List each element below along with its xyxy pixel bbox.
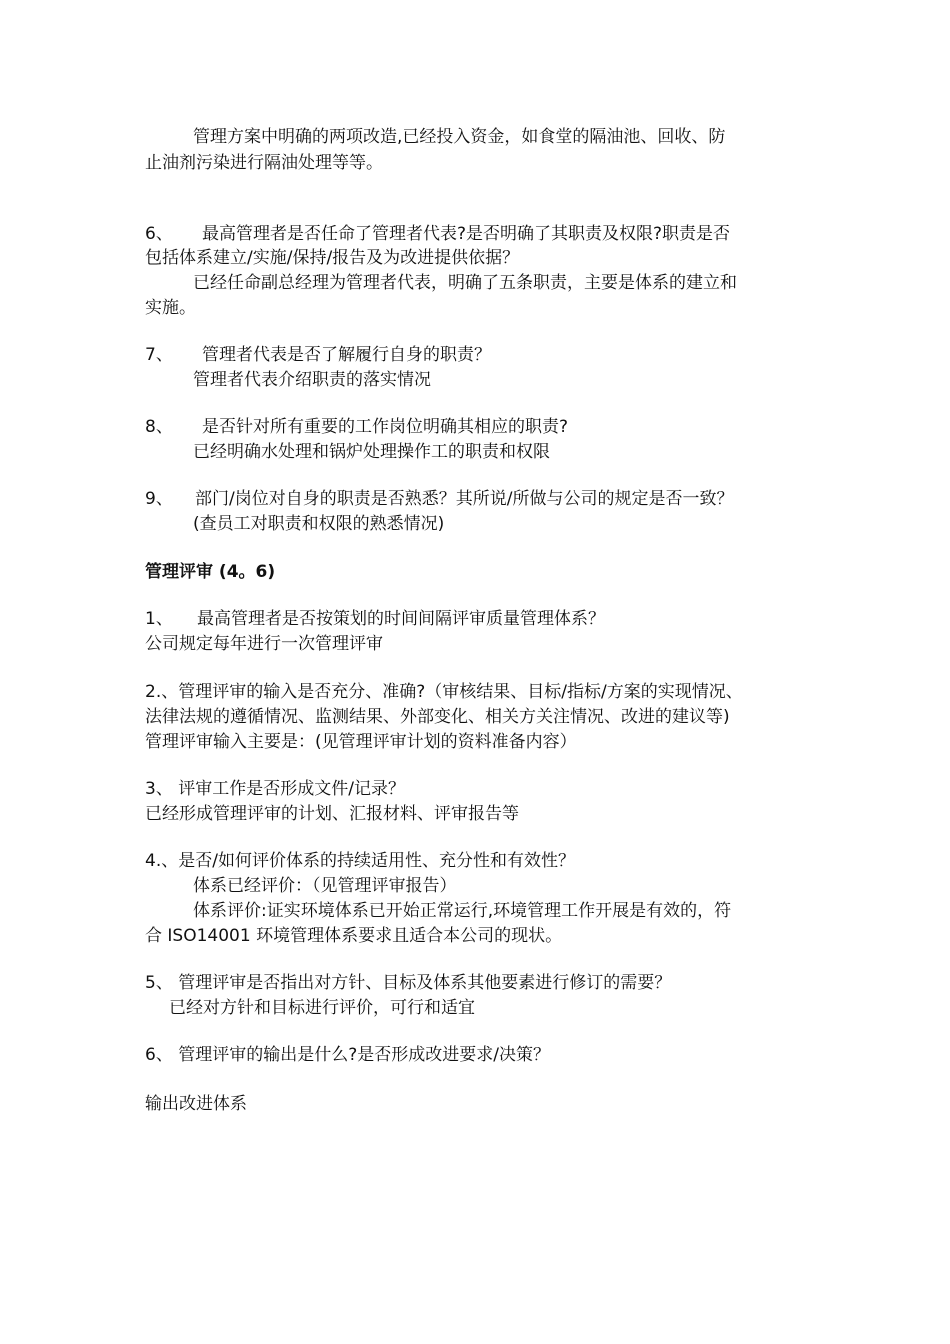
review-4-answer: 体系已经评价：（见管理评审报告） (193, 876, 457, 896)
review-4-question: 4.、是否/如何评价体系的持续适用性、充分性和有效性？ (145, 851, 575, 871)
review-5-question: 5、 管理评审是否指出对方针、目标及体系其他要素进行修订的需要？ (145, 973, 672, 993)
question-text: 是否针对所有重要的工作岗位明确其相应的职责? (202, 417, 569, 437)
item-6-answer-cont: 实施。 (145, 298, 196, 318)
item-7-question (145, 343, 491, 367)
review-3-question: 3、 评审工作是否形成文件/记录？ (145, 779, 405, 799)
question-text: 最高管理者是否任命了管理者代表?是否明确了其职责及权限?职责是否 (202, 224, 731, 244)
review-4-answer-cont: 体系评价:证实环境体系已开始正常运行,环境管理工作开展是有效的，符 (193, 901, 732, 921)
item-number: 8、 (145, 417, 173, 437)
item-8-question (145, 415, 568, 439)
question-text: 部门/岗位对自身的职责是否熟悉？其所说/所做与公司的规定是否一致？ (195, 489, 734, 509)
review-2-answer: 管理评审输入主要是：(见管理评审计划的资料准备内容） (145, 732, 577, 752)
item-6-question-cont: 包括体系建立/实施/保持/报告及为改进提供依据？ (145, 248, 520, 268)
review-3-answer: 已经形成管理评审的计划、汇报材料、评审报告等 (145, 804, 519, 824)
item-7-answer: 管理者代表介绍职责的落实情况 (193, 370, 431, 390)
item-number: 7、 (145, 345, 173, 365)
question-text: 管理者代表是否了解履行自身的职责？ (202, 345, 491, 365)
question-text: 最高管理者是否按策划的时间间隔评审质量管理体系？ (197, 609, 605, 629)
item-number: 6、 (145, 224, 173, 244)
item-6-question (145, 222, 730, 246)
review-6-question: 6、 管理评审的输出是什么?是否形成改进要求/决策？ (145, 1045, 550, 1065)
item-6-answer: 已经任命副总经理为管理者代表，明确了五条职责，主要是体系的建立和 (193, 273, 737, 293)
review-1-answer: 公司规定每年进行一次管理评审 (145, 634, 383, 654)
item-number: 1、 (145, 609, 173, 629)
paragraph-line: 止油剂污染进行隔油处理等等。 (145, 153, 383, 173)
paragraph-line: 管理方案中明确的两项改造,已经投入资金，如食堂的隔油池、回收、防 (193, 127, 726, 147)
review-1-question (145, 607, 605, 631)
review-5-answer: 已经对方针和目标进行评价，可行和适宜 (169, 998, 475, 1018)
item-number: 9、 (145, 489, 173, 509)
item-8-answer: 已经明确水处理和锅炉处理操作工的职责和权限 (193, 442, 550, 462)
review-6-answer: 输出改进体系 (145, 1094, 247, 1114)
review-4-answer-cont: 合 ISO14001 环境管理体系要求且适合本公司的现状。 (145, 926, 563, 946)
item-9-answer: (查员工对职责和权限的熟悉情况) (193, 514, 445, 534)
section-heading: 管理评审 (4。6) (145, 562, 276, 582)
review-2-question-cont: 法律法规的遵循情况、监测结果、外部变化、相关方关注情况、改进的建议等) (145, 707, 730, 727)
review-2-question: 2.、管理评审的输入是否充分、准确?（审核结果、目标/指标/方案的实现情况、 (145, 682, 743, 702)
item-9-question (145, 487, 733, 511)
